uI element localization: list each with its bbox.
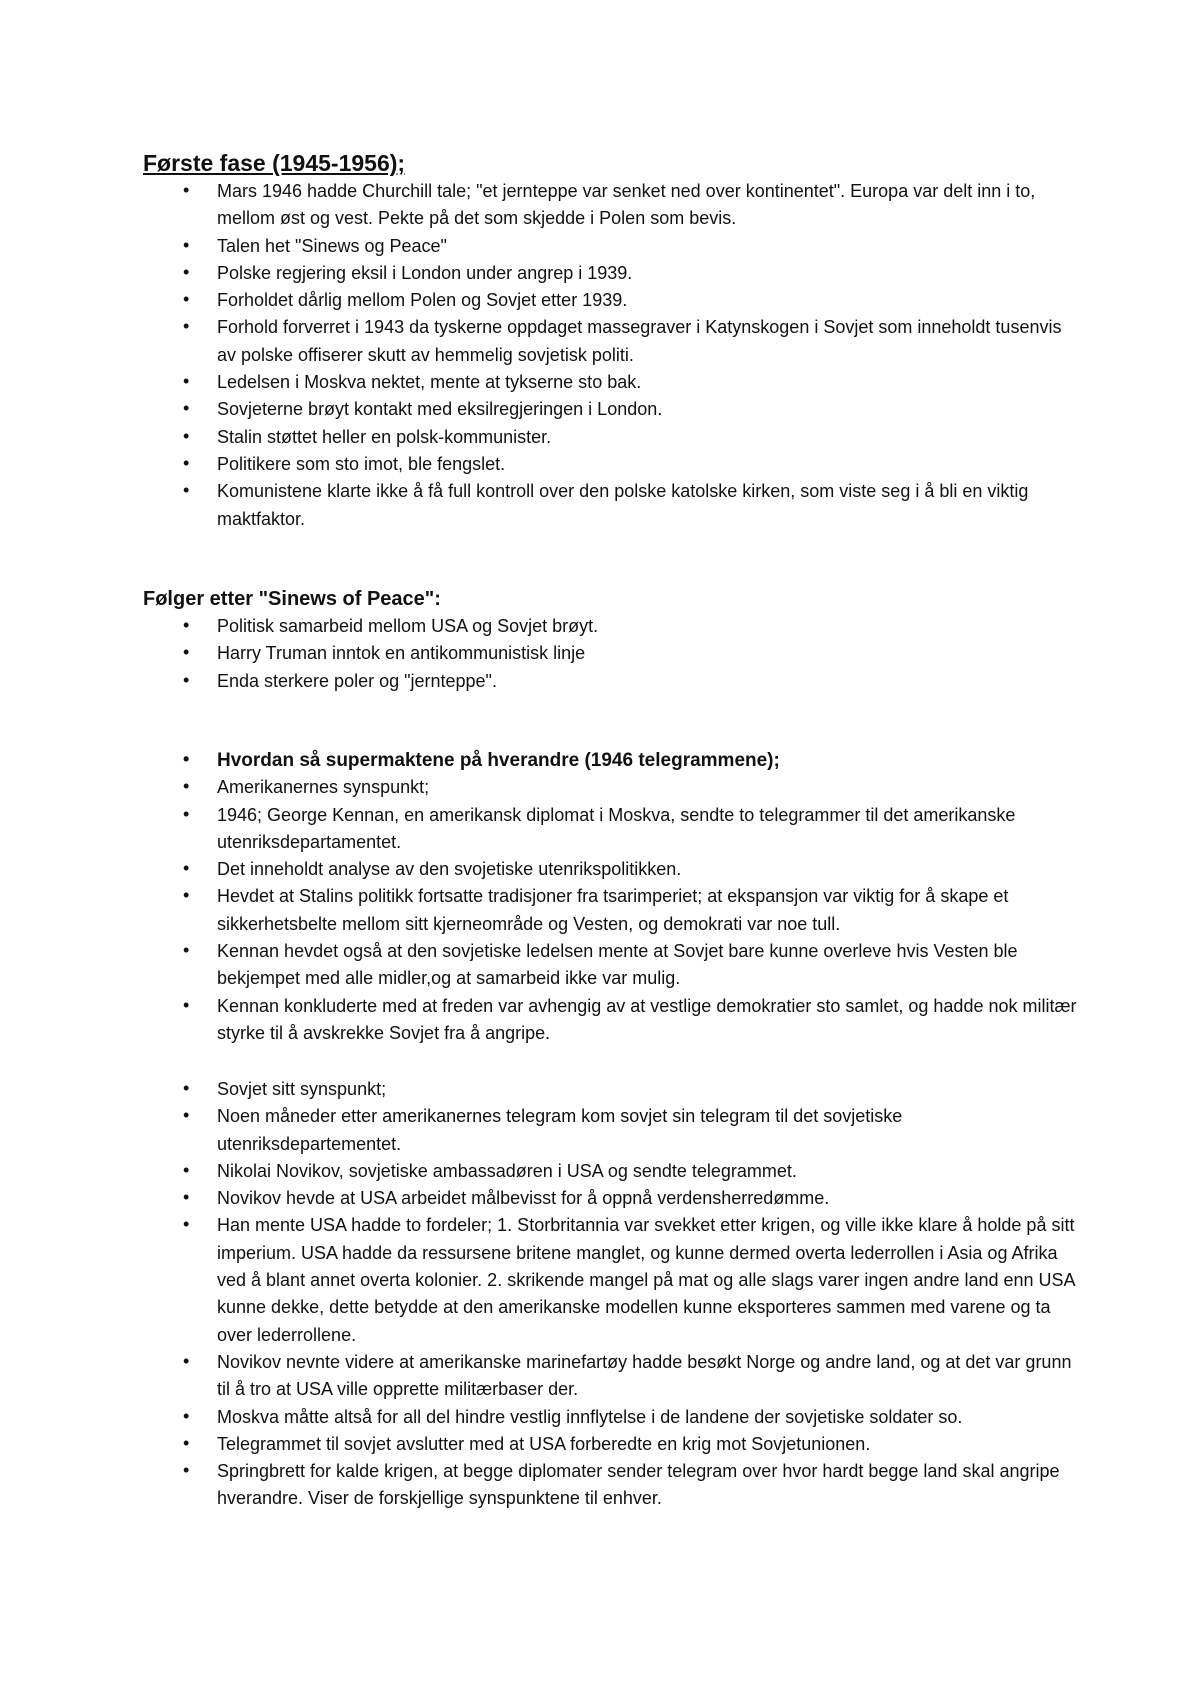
- list-item: • Stalin støttet heller en polsk-kommunister.: [183, 425, 552, 447]
- bullet-icon: •: [183, 803, 190, 824]
- list-item: • Hevdet at Stalins politikk fortsatte tradisjoner fra tsarimperiet; at ekspansjon var viktig for å skape et sikkerhetsbelte mellom sitt kjerneområde og Vesten, og demokrati var noe tull.: [183, 885, 1009, 934]
- list-item: • Noen måneder etter amerikanernes telegram kom sovjet sin telegram til det sovjetiske utenriksdepartementet.: [183, 1105, 903, 1154]
- section-first-phase: [143, 148, 1083, 533]
- list-item: • 1946; George Kennan, en amerikansk diplomat i Moskva, sendte to telegrammer til det amerikanske utenriksdepartamentet.: [183, 803, 1016, 852]
- bullet-icon: •: [183, 1105, 190, 1126]
- bullet-list: [143, 178, 1083, 533]
- bullet-icon: •: [183, 669, 190, 690]
- list-item: • Moskva måtte altså for all del hindre vestlig innflytelse i de landene der sovjetiske soldater so.: [183, 1405, 963, 1427]
- bullet-icon: •: [183, 1350, 190, 1371]
- bullet-icon: •: [183, 289, 190, 310]
- section-consequences: [143, 586, 1083, 695]
- list-item: • Springbrett for kalde krigen, at begge diplomater sender telegram over hvor hardt begge land skal angripe hverandre. Viser de forskjellige synspunktene til enhver.: [183, 1460, 1060, 1509]
- bullet-icon: •: [183, 1460, 190, 1481]
- list-item: • Polske regjering eksil i London under angrep i 1939.: [183, 261, 633, 283]
- bullet-icon: •: [183, 994, 190, 1015]
- bullet-icon: •: [183, 261, 190, 282]
- list-item: • Nikolai Novikov, sovjetiske ambassadøren i USA og sendte telegrammet.: [183, 1159, 797, 1181]
- bullet-icon: •: [183, 858, 190, 879]
- list-item: • Sovjeterne brøyt kontakt med eksilregjeringen i London.: [183, 398, 663, 420]
- bullet-icon: •: [183, 749, 190, 769]
- list-item: • Novikov nevnte videre at amerikanske marinefartøy hadde besøkt Norge og andre land, og at det var grunn til å tro at USA ville opprette militærbaser der.: [183, 1350, 1072, 1400]
- bullet-icon: •: [183, 180, 190, 200]
- list-item: • Enda sterkere poler og "jernteppe".: [183, 669, 497, 691]
- bullet-icon: •: [183, 1432, 190, 1453]
- list-item-heading: • Hvordan så supermaktene på hverandre (1946 telegrammene);: [183, 749, 780, 771]
- list-item: • Forholdet dårlig mellom Polen og Sovjet etter 1939.: [183, 289, 628, 311]
- bullet-icon: •: [183, 1078, 190, 1098]
- list-item: • Sovjet sitt synspunkt;: [183, 1078, 387, 1099]
- bullet-list: [143, 1076, 1083, 1513]
- list-item: • Amerikanernes synspunkt;: [183, 776, 430, 798]
- bullet-icon: •: [183, 615, 190, 635]
- bullet-icon: •: [183, 398, 190, 419]
- section-superpowers: [143, 747, 1083, 1047]
- bullet-icon: •: [183, 371, 190, 392]
- list-item: • Telegrammet til sovjet avslutter med at USA forberedte en krig mot Sovjetunionen.: [183, 1432, 871, 1454]
- list-item: • Politikere som sto imot, ble fengslet.: [183, 452, 506, 474]
- section-soviet-view: [143, 1076, 1083, 1513]
- bullet-icon: •: [183, 642, 190, 663]
- list-item: • Talen het "Sinews og Peace": [183, 234, 447, 256]
- bullet-icon: •: [183, 234, 190, 255]
- bullet-list: [143, 747, 1083, 1047]
- bullet-icon: •: [183, 1405, 190, 1426]
- list-item: • Forhold forverret i 1943 da tyskerne oppdaget massegraver i Katynskogen i Sovjet som inneholdt tusenvis av polske offiserer skutt av hemmelig sovjetisk politi.: [183, 316, 1062, 365]
- list-item: • Det inneholdt analyse av den svojetiske utenrikspolitikken.: [183, 858, 682, 880]
- list-item: • Ledelsen i Moskva nektet, mente at tykserne sto bak.: [183, 371, 642, 393]
- bullet-icon: •: [183, 1214, 190, 1235]
- section-heading: Første fase (1945-1956);: [143, 150, 406, 176]
- list-item: • Komunistene klarte ikke å få full kontroll over den polske katolske kirken, som viste seg i å bli en viktig maktfaktor.: [183, 480, 1029, 529]
- bullet-icon: •: [183, 480, 190, 501]
- list-item: • Harry Truman inntok en antikommunistisk linje: [183, 642, 586, 664]
- bullet-icon: •: [183, 1187, 190, 1208]
- bullet-icon: •: [183, 940, 190, 961]
- bullet-icon: •: [183, 316, 190, 337]
- list-item: • Kennan hevdet også at den sovjetiske ledelsen mente at Sovjet bare kunne overleve hvis Vesten ble bekjempet med alle midler,og at samarbeid ikke var mulig.: [183, 940, 1018, 989]
- section-heading: Følger etter "Sinews of Peace":: [143, 588, 441, 610]
- list-item: • Mars 1946 hadde Churchill tale; "et jernteppe var senket ned over kontinentet". Europa var delt inn i to, mellom øst og vest. Pekte på det som skjedde i Polen som bevis.: [183, 180, 1036, 229]
- bullet-icon: •: [183, 1159, 190, 1180]
- list-item: • Han mente USA hadde to fordeler; 1. Storbritannia var svekket etter krigen, og ville ikke klare å holde på sitt imperium. USA hadde da ressursene britene manglet, og kunne dermed overta lederrollen i Asia og Afrika ved å blant annet overta kolonier. 2. skrikende mangel på mat og alle slags varer ingen andre land enn USA kunne dekke, dette betydde at den amerikanske modellen kunne eksporteres sammen med varene og ta over lederrollene.: [183, 1214, 1075, 1345]
- bullet-list: [143, 613, 1083, 695]
- bullet-icon: •: [183, 452, 190, 473]
- list-item: • Novikov hevde at USA arbeidet målbevisst for å oppnå verdensherredømme.: [183, 1187, 830, 1209]
- bullet-icon: •: [183, 425, 190, 446]
- list-item: • Kennan konkluderte med at freden var avhengig av at vestlige demokratier sto samlet, og hadde nok militær styrke til å avskrekke Sovjet fra å angripe.: [183, 994, 1077, 1043]
- list-item: • Politisk samarbeid mellom USA og Sovjet brøyt.: [183, 615, 599, 636]
- bullet-icon: •: [183, 885, 190, 906]
- bullet-icon: •: [183, 776, 190, 797]
